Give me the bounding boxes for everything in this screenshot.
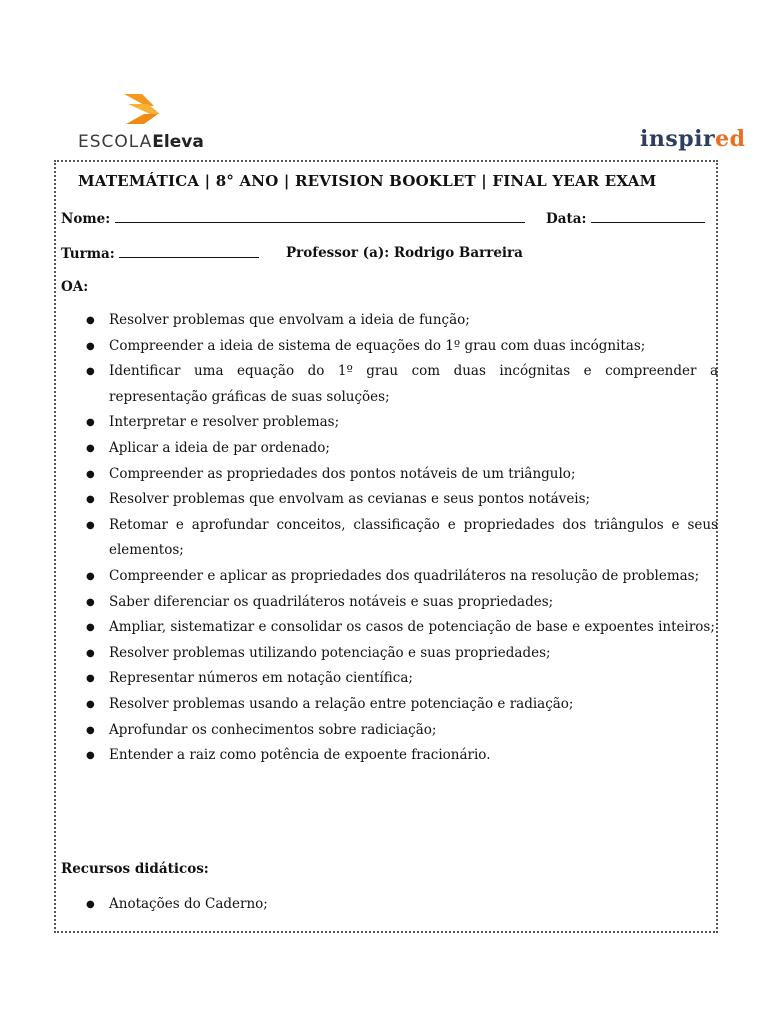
turma-label: Turma: [61,246,115,262]
data-label: Data: [546,211,587,227]
list-item: ● Compreender a ideia de sistema de equações do 1º grau com duas incógnitas; [78,334,718,360]
list-item: ● Interpretar e resolver problemas; [78,410,718,436]
list-item: ● Ampliar, sistematizar e consolidar os casos de potenciação de base e expoentes inteiros; [78,615,718,641]
list-item: ● Compreender as propriedades dos pontos notáveis de um triângulo; [78,462,718,488]
nome-blank[interactable] [115,210,525,223]
objectives-list [78,308,718,769]
page-header [0,0,768,160]
list-item: ● Saber diferenciar os quadriláteros notáveis e suas propriedades; [78,590,718,616]
booklet-frame [54,160,718,933]
list-item: ● Anotações do Caderno; [78,892,718,918]
data-row [546,210,705,227]
list-item: ● Resolver problemas que envolvam a ideia de função; [78,308,718,334]
nome-label: Nome: [61,211,111,227]
recursos-list [78,892,718,918]
turma-row [61,245,259,262]
escola-eleva-logo [76,92,226,152]
list-item: ● Retomar e aprofundar conceitos, classificação e propriedades dos triângulos e seus elementos; [78,513,718,564]
recursos-heading: Recursos didáticos: [61,861,209,877]
list-item: ● Resolver problemas que envolvam as cevianas e seus pontos notáveis; [78,487,718,513]
list-item: ● Identificar uma equação do 1º grau com duas incógnitas e compreender a representação gráficas de suas soluções; [78,359,718,410]
list-item: ● Compreender e aplicar as propriedades dos quadriláteros na resolução de problemas; [78,564,718,590]
list-item: ● Resolver problemas utilizando potenciação e suas propriedades; [78,641,718,667]
inspired-logo: inspired [640,126,746,152]
professor-label: Professor (a): Rodrigo Barreira [286,245,523,261]
list-item: ● Entender a raiz como potência de expoente fracionário. [78,743,718,769]
list-item: ● Resolver problemas usando a relação entre potenciação e radiação; [78,692,718,718]
list-item: ● Representar números em notação científica; [78,666,718,692]
page-title: MATEMÁTICA | 8° ANO | REVISION BOOKLET | FINAL YEAR EXAM [78,172,657,190]
escola-eleva-wordmark: ESCOLAEleva [78,132,204,152]
nome-row [61,210,525,227]
eleva-chevron-icon [124,94,164,126]
list-item: ● Aplicar a ideia de par ordenado; [78,436,718,462]
data-blank[interactable] [591,210,705,223]
list-item: ● Aprofundar os conhecimentos sobre radiciação; [78,718,718,744]
turma-blank[interactable] [119,245,259,258]
oa-label: OA: [61,279,89,295]
